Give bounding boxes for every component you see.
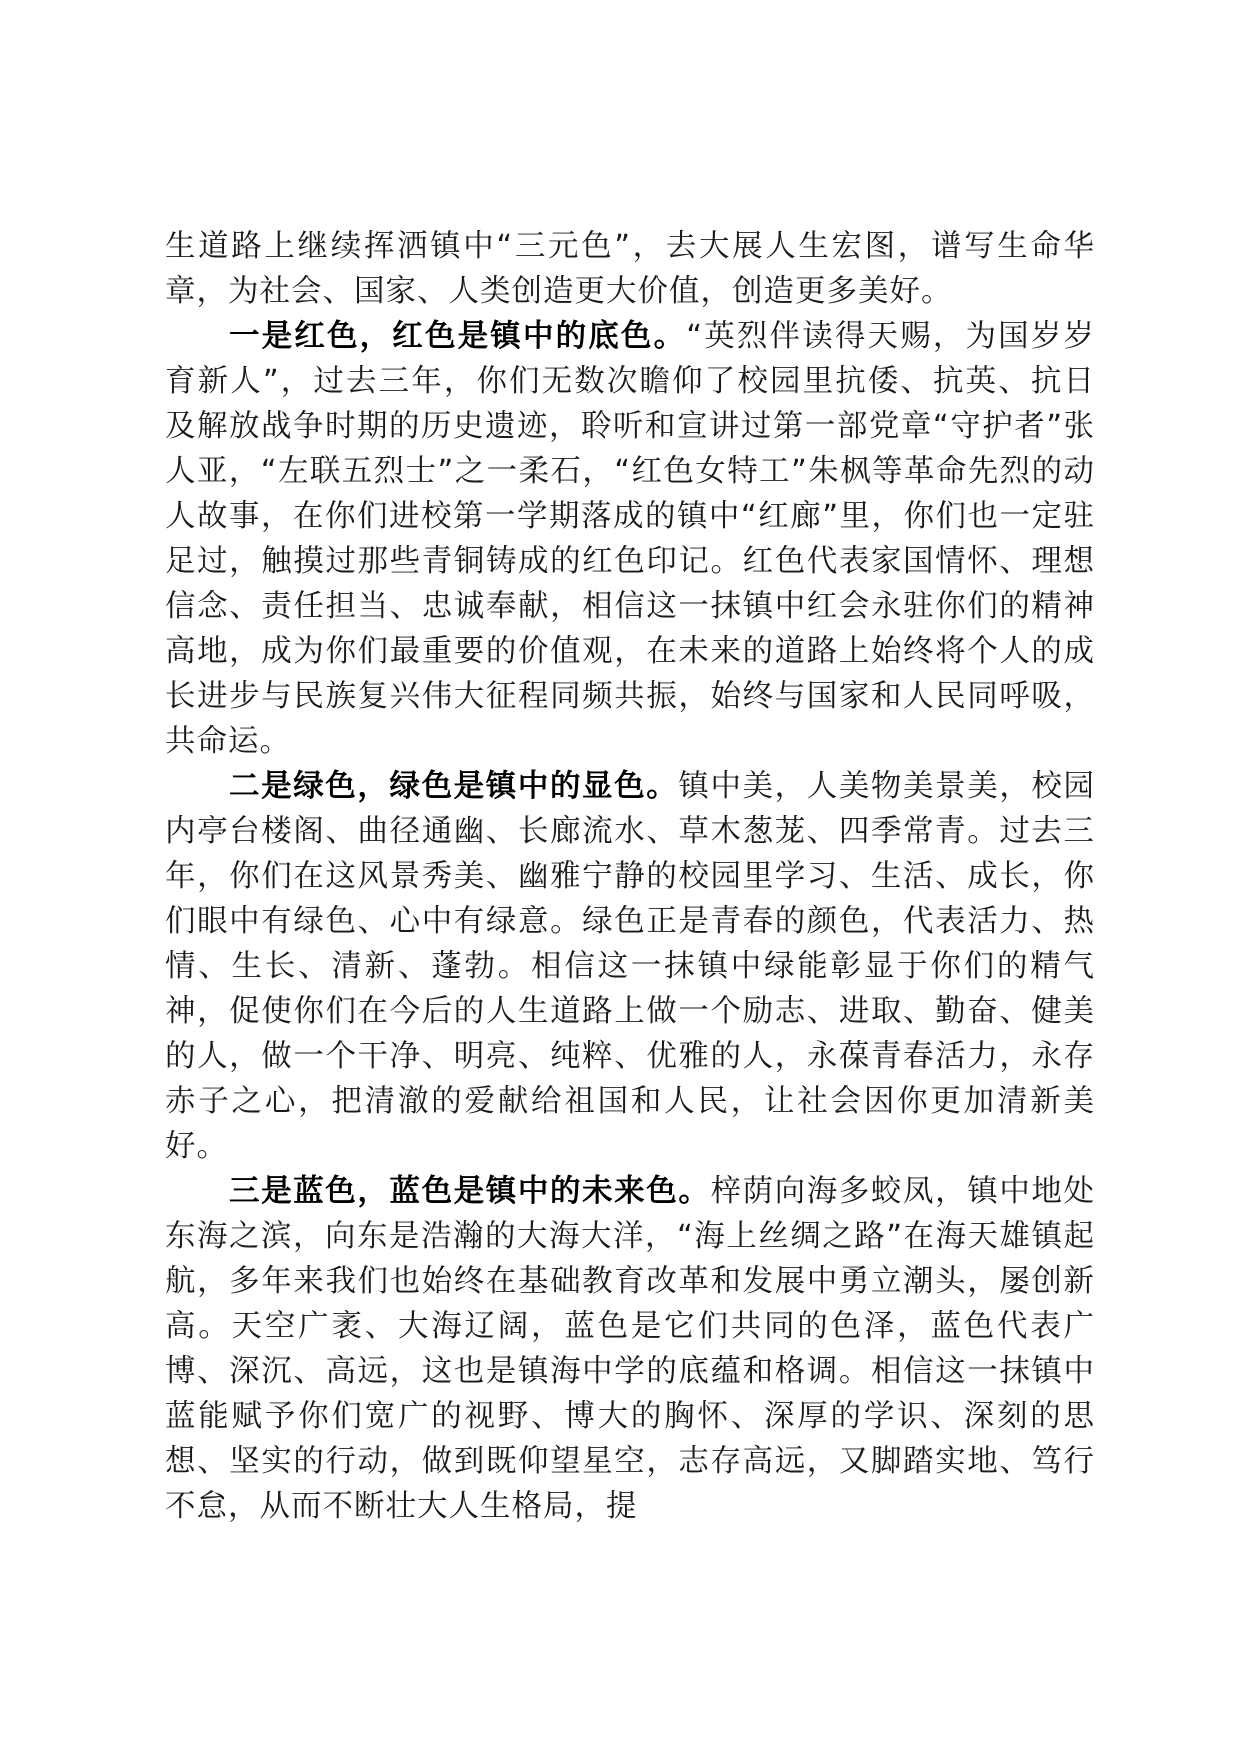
paragraph-lead: 三是蓝色，蓝色是镇中的未来色。 (229, 1174, 711, 1209)
paragraph-lead: 二是绿色，绿色是镇中的显色。 (229, 769, 679, 804)
paragraph-red (165, 314, 1095, 764)
paragraph-text: 镇中美，人美物美景美，校园内亭台楼阁、曲径通幽、长廊流水、草木葱茏、四季常青。过去三年，你们在这风景秀美、幽雅宁静的校园里学习、生活、成长，你们眼中有绿色、心中有绿意。绿色正是青春的颜色，代表活力、热情、生长、清新、蓬勃。相信这一抹镇中绿能彰显于你们的精气神，促使你们在今后的人生道路上做一个励志、进取、勤奋、健美的人，做一个干净、明亮、纯粹、优雅的人，永葆青春活力，永存赤子之心，把清澈的爱献给祖国和人民，让社会因你更加清新美好。 (165, 769, 1096, 1164)
paragraph-blue (165, 1169, 1095, 1529)
paragraph-text: 梓荫向海多蛟凤，镇中地处东海之滨，向东是浩瀚的大海大洋，“海上丝绸之路”在海天雄镇起航，多年来我们也始终在基础教育改革和发展中勇立潮头，屡创新高。天空广袤、大海辽阔，蓝色是它们共同的色泽，蓝色代表广博、深沉、高远，这也是镇海中学的底蕴和格调。相信这一抹镇中蓝能赋予你们宽广的视野、博大的胸怀、深厚的学识、深刻的思想、坚实的行动，做到既仰望星空，志存高远，又脚踏实地、笃行不怠，从而不断壮大人生格局，提 (165, 1174, 1096, 1524)
paragraph-text: “英烈伴读得天赐，为国岁岁育新人”，过去三年，你们无数次瞻仰了校园里抗倭、抗英、抗日及解放战争时期的历史遗迹，聆听和宣讲过第一部党章“守护者”张人亚，“左联五烈士”之一柔石，“红色女特工”朱枫等革命先烈的动人故事，在你们进校第一学期落成的镇中“红廊”里，你们也一定驻足过，触摸过那些青铜铸成的红色印记。红色代表家国情怀、理想信念、责任担当、忠诚奉献，相信这一抹镇中红会永驻你们的精神高地，成为你们最重要的价值观，在未来的道路上始终将个人的成长进步与民族复兴伟大征程同频共振，始终与国家和人民同呼吸，共命运。 (165, 319, 1095, 759)
paragraph-lead: 一是红色，红色是镇中的底色。 (229, 319, 687, 354)
document-page (165, 224, 1095, 1529)
paragraph-green (165, 764, 1095, 1169)
paragraph-continuation (165, 224, 1095, 314)
paragraph-text: 生道路上继续挥洒镇中“三元色”，去大展人生宏图，谱写生命华章，为社会、国家、人类创造更大价值，创造更多美好。 (165, 229, 1095, 309)
